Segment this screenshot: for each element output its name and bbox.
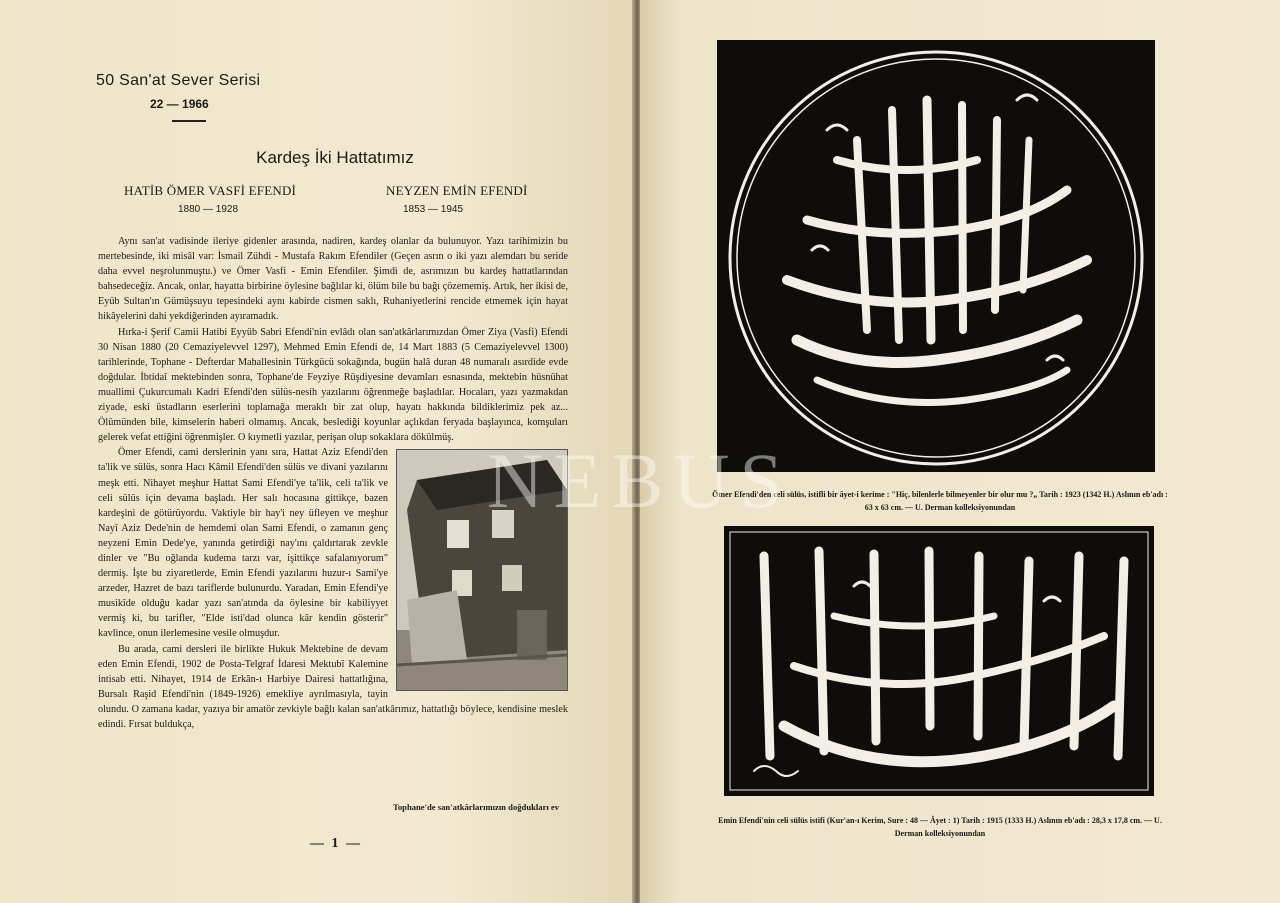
paragraph: Bu arada, cami dersleri ile birlikte Hukuk Mektebine de devam eden Emin Efendi, 1902 de Posta-Telgraf İdaresi Mektubî Kalemine intisab etti. Nihayet, 1914 de Erkân-ı Harbiye Dairesi hattatlığına, Bursalı Raşid Efendi'nin (1849-1926) emekliye ayrılmasıyla, tayin olundu. O zamana kadar, yazıya bir amatör zevkiyle bağlı kalan san'atkârımız, hattatlığı böylece, kendisine meslek edindi. Fırsat buldukça, [98,643,568,730]
article-body [98,234,568,732]
paragraph: Aynı san'at vadisinde ileriye gidenler arasında, nadiren, kardeş olanlar da bulunuyor. Yazı tarihimizin bu mertebesinde, iki misâl var: İsmail Zühdi - Mustafa Rakım Efendiler (Geçen asrın o iki yazı alemdarı bu seride daha evvel neşrolunmuştu.) ve Ömer Vasfi - Emin Efendiler. Şimdi de, asrımızın bu kardeş hattatlarından bahsedeceğiz. Ancak, onlar, hayatta birbirine öylesine bağlılar ki, ölüm bile bu bağı çözememiş. Artık, her ikisi de, Eyüb Sultan'ın Gümüşsuyu tepesindeki aynı kabirde cismen saklı, Ruhaniyetlerini rencide etmemek için hayat hikâyelerini dahi yekdiğerinden ayıramadık. [98,236,568,323]
plate-caption-omer: Ömer Efendi'den celi sülüs, istifli bir âyet-i kerime : "Hiç, bilenlerle bilmeyenler bir olur mu ?„ Tarih : 1923 (1342 H.) Aslının eb'adı : 63 x 63 cm. — U. Derman kolleksiyonundan [712,490,1168,512]
series-title: 50 San'at Sever Serisi [96,72,261,89]
photo-caption: Tophane'de san'atkârlarımızın doğdukları ev [392,802,560,812]
calligrapher-dates-left: 1880 — 1928 [178,204,239,215]
plate-caption-emin: Emin Efendi'nin celi sülüs istifi (Kur'an-ı Kerim, Sure : 48 — Âyet : 1) Tarih : 1915 (1333 H.) Aslının eb'adı : 28,3 x 17,8 cm. — U. Derman kolleksiyonundan [718,816,1162,838]
article-title: Kardeş İki Hattatımız [256,148,414,167]
panel-calligraphy-image [724,526,1154,796]
paragraph: Hırka-i Şerif Camii Hatibi Eyyüb Sabri Efendi'nin evlâdı olan san'atkârlarımızdan Ömer Ziya (Vasfi) Efendi 30 Nisan 1880 (20 Cemaziyelevvel 1297), Mehmed Emin Efendi de, 14 Mart 1883 (5 Cemaziyelevvel 1300) tarihlerinde, Tophane - Defterdar Mahallesinin Türkgücü sokağında, bugün halâ duran 48 numaralı asırdide evde doğdular. İbtidaî mektebinden sonra, Tophane'de Feyziye Rüşdiyesine devamları esnasında, mektebin hüsnühat muallimi Çukurcumalı Kadri Efendi'den sülüs-nesih yazılarını öğrenmeğe başladılar. Hocaları, yazı yazmakdan ziyade, eski üstadların eserlerini toplamağa meraklı bir zat olup, hayatı hakkında bildiklerimiz pek az... Ölümünden bile, kimselerin haberi olmamış. Ancak, beslediği koyunlar açlıkdan feryada başlayınca, komşuları gelerek vefat ettiğini öğrenmişler. O kıymetli yazılar, perişan olup sokaklara dökülmüş. [98,326,568,444]
calligrapher-dates-right: 1853 — 1945 [403,204,464,215]
house-photo-image [397,450,567,690]
roundel-calligraphy-image [717,40,1155,472]
page-number: — 1 — [310,836,362,851]
calligraphy-plate-emin [724,526,1154,796]
calligraphy-plate-omer [717,40,1155,472]
watermark: NEBUS [487,437,793,524]
right-page [640,0,1280,903]
house-photo [396,449,568,691]
title-rule [172,120,206,122]
calligrapher-name-right: NEYZEN EMİN EFENDİ [386,183,528,198]
left-page [0,0,636,903]
series-number: 22 — 1966 [150,97,209,111]
calligrapher-name-left: HATİB ÖMER VASFİ EFENDİ [124,183,297,198]
paragraph: Ömer Efendi, cami derslerinin yanı sıra, Hattat Aziz Efendi'den ta'lik ve sülüs, sonra Hacı Kâmil Efendi'den sülüs ve divani yazılarını meşk etti. Nihayet meşhur Hattat Sami Efendi'ye ta'lik, celi ta'lik ve celi sülüs için devama başladı. Her salı hocasına gittikçe, bazen kardeşini de götürüyordu. Vaktiyle bir hay'i ney üfleyen ve meşhur Nayî Aziz Dede'nin de hemdemi olan Sami Efendi, o zamanın genç neyzeni Emin Dede'ye, yanında getirdiği nay'ını çaldırtarak zevkle dinler ve "Bu oğlanda kudema tarzı var, işittikçe safalanıyorum" dermiş. İşte bu ziyaretlerde, Emin Efendi yazılarını huzur-ı Sami'ye arzeder, Hazret de bazı tariflerde bulunurdu. Yaradan, Emin Efendi'ye musikîde olduğu kadar yazı san'atında da öylesine bir kabiliyyet vermiş ki, bu tarifler, "Elde isti'dad olunca kâr kendin gösterir" kavlince, onun ilerlemesine vesile olmuşdur. [98,447,388,640]
